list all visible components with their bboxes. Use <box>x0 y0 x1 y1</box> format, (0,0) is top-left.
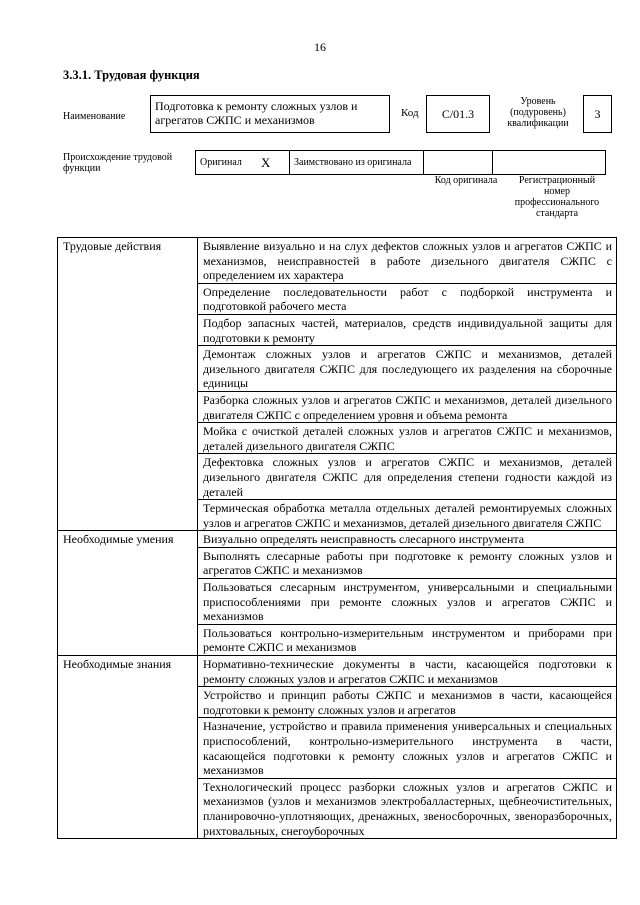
code-original-cell <box>424 151 493 175</box>
level-field: 3 <box>583 95 612 133</box>
origin-table <box>195 150 606 175</box>
item-cell: Технологический процесс разборки сложных узлов и агрегатов СЖПС и механизмов (узлов и механизмов электробалластерных, щебнеочистительных, планировочно-уплотняющих, дренажных, звеносборочных, звеноразборочных, рихтовальных, снегоуборочных <box>198 778 617 838</box>
function-name-field: Подготовка к ремонту сложных узлов и агрегатов СЖПС и механизмов <box>150 95 390 133</box>
item-cell: Назначение, устройство и правила применения универсальных и специальных приспособлений, контрольно-измерительного инструмента в части, касающейся подготовки к ремонту сложных узлов и агрегатов СЖПС и механизмов <box>198 718 617 778</box>
reg-number-cell <box>493 151 606 175</box>
item-cell: Устройство и принцип работы СЖПС и механизмов в части, касающейся подготовки к ремонту сложных узлов и агрегатов <box>198 687 617 718</box>
table-row <box>58 238 617 284</box>
item-cell: Выявление визуально и на слух дефектов сложных узлов и агрегатов СЖПС и механизмов, неисправностей в работе дизельного двигателя СЖПС с определением их характера <box>198 238 617 284</box>
section-title-cell: Трудовые действия <box>58 238 198 531</box>
origin-label: Происхождение трудовой функции <box>63 152 173 174</box>
section-title-cell: Необходимые знания <box>58 656 198 839</box>
item-cell: Мойка с очисткой деталей сложных узлов и агрегатов СЖПС и механизмов, деталей дизельного двигателя СЖПС <box>198 423 617 454</box>
item-cell: Подбор запасных частей, материалов, средств индивидуальной защиты для подготовки к ремонту <box>198 314 617 345</box>
table-row <box>58 531 617 548</box>
labor-function-table <box>57 237 617 839</box>
reg-number-label: Регистрационный номер профессионального стандарта <box>514 175 600 219</box>
item-cell: Демонтаж сложных узлов и агрегатов СЖПС и механизмов, деталей дизельного двигателя СЖПС для последующего их разделения на сборочные единицы <box>198 346 617 392</box>
code-field: C/01.3 <box>426 95 490 133</box>
section-title-cell: Необходимые умения <box>58 531 198 656</box>
level-label: Уровень (подуровень) квалификации <box>507 96 569 129</box>
item-cell: Визуально определять неисправность слесарного инструмента <box>198 531 617 548</box>
borrowed-label: Заимствовано из оригинала <box>290 151 424 175</box>
item-cell: Пользоваться контрольно-измерительным инструментом и приборами при ремонте СЖПС и механизмов <box>198 624 617 655</box>
item-cell: Термическая обработка металла отдельных деталей ремонтируемых сложных узлов и агрегатов СЖПС и механизмов, деталей дизельного двигателя СЖПС <box>198 500 617 531</box>
item-cell: Дефектовка сложных узлов и агрегатов СЖПС и механизмов, деталей дизельного двигателя СЖПС для определения степени годности каждой из деталей <box>198 454 617 500</box>
table-row <box>58 656 617 687</box>
item-cell: Выполнять слесарные работы при подготовке к ремонту сложных узлов и агрегатов СЖПС и механизмов <box>198 547 617 578</box>
original-label: Оригинал <box>196 151 258 175</box>
name-label: Наименование <box>63 111 126 122</box>
code-label: Код <box>401 107 419 119</box>
page-number: 16 <box>314 40 326 54</box>
item-cell: Пользоваться слесарным инструментом, универсальными и специальными приспособлениями при ремонте сложных узлов и агрегатов СЖПС и механизмов <box>198 579 617 625</box>
item-cell: Определение последовательности работ с подборкой инструмента и подготовкой рабочего места <box>198 283 617 314</box>
item-cell: Нормативно-технические документы в части, касающейся подготовки к ремонту сложных узлов и агрегатов СЖПС и механизмов <box>198 656 617 687</box>
section-title: 3.3.1. Трудовая функция <box>63 68 200 82</box>
original-mark: X <box>257 151 290 175</box>
code-original-label: Код оригинала <box>434 175 498 186</box>
item-cell: Разборка сложных узлов и агрегатов СЖПС и механизмов, деталей дизельного двигателя СЖПС с определением уровня и объема ремонта <box>198 391 617 422</box>
